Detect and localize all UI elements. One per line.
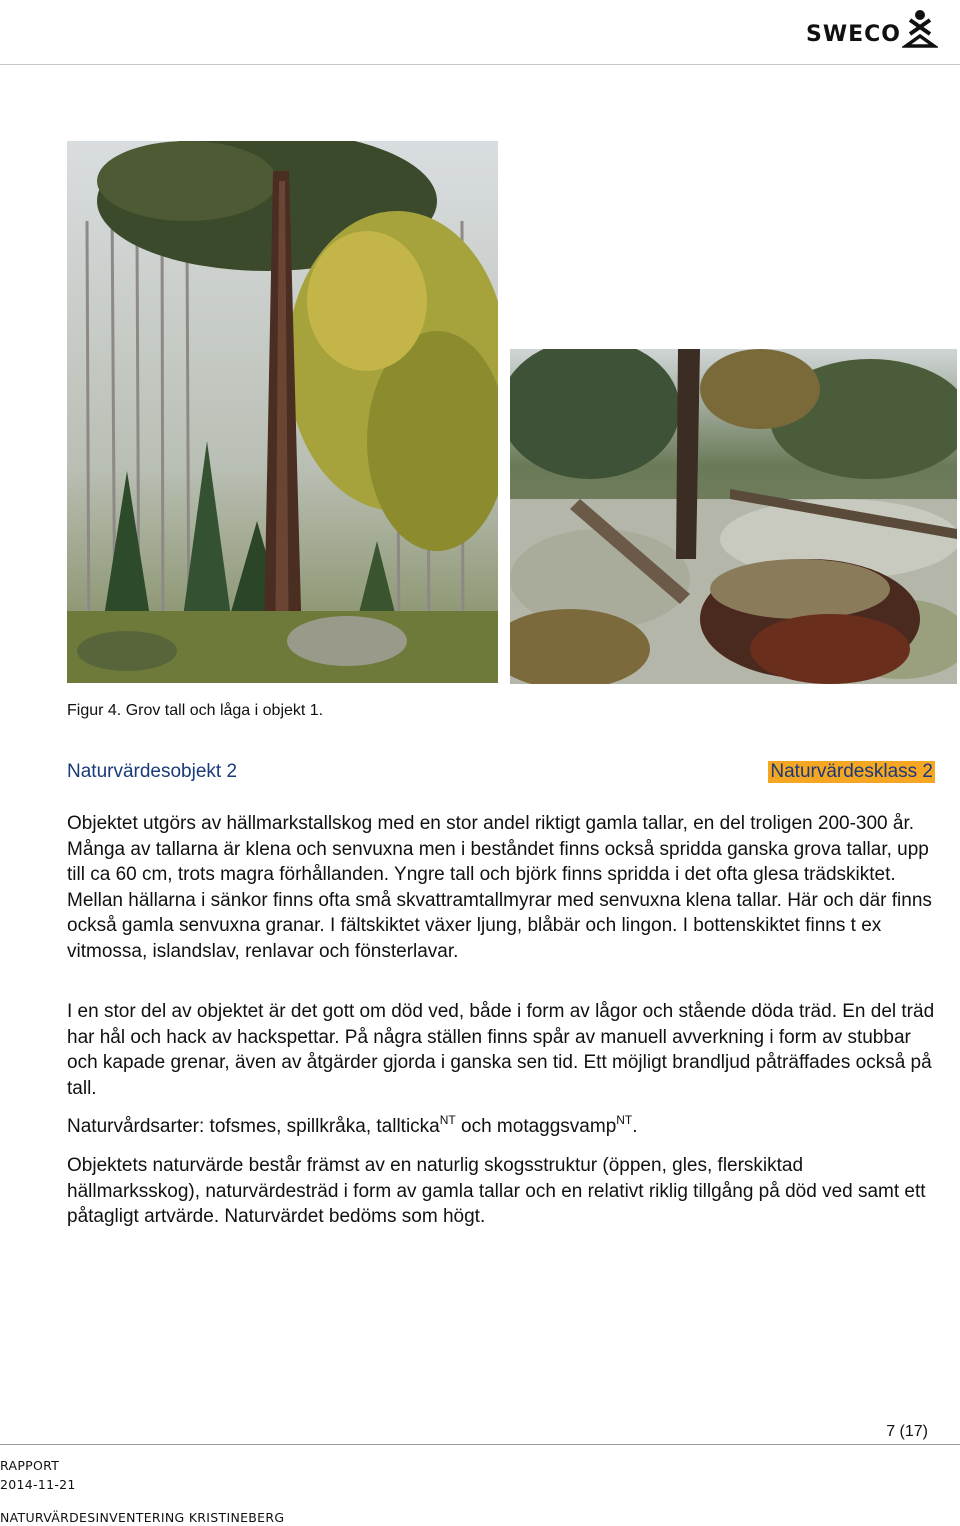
logo-text: SWECO bbox=[806, 22, 901, 47]
species-suffix: . bbox=[632, 1116, 638, 1137]
photo-fallen-log bbox=[510, 349, 957, 684]
figure-caption: Figur 4. Grov tall och låga i objekt 1. bbox=[67, 702, 324, 719]
species-prefix: Naturvårdsarter: tofsmes, spillkråka, tallticka bbox=[67, 1116, 440, 1137]
description-paragraph: Objektet utgörs av hällmarkstallskog med en stor andel riktigt gamla tallar, en del troligen 200-300 år. Många av tallarna är klena och senvuxna men i beståndet finns också spridda ganska grova tallar, upp till ca 60 cm, trots magra förhållanden. Yngre tall och björk finns spridda i det ofta glesa trädskiktet. Mellan hällarna i sänkor finns ofta små skvattramtallmyrar med senvuxna klena tallar. Här och där finns också gamla senvuxna granar. I fältskiktet växer ljung, blåbär och lingon. I bottenskiktet finns t ex vitmossa, islandslav, renlavar och fönsterlavar. bbox=[67, 813, 932, 962]
report-date: 2014-11-21 bbox=[0, 1477, 76, 1492]
sweco-logo bbox=[806, 8, 938, 52]
page-number: 7 (17) bbox=[886, 1423, 928, 1440]
header-rule bbox=[0, 64, 960, 65]
dead-wood-paragraph: I en stor del av objektet är det gott om död ved, både i form av lågor och stående döda träd. En del träd har hål och hack av hackspettar. På några ställen finns spår av manuell avverkning i form av stubbar och kapade grenar, även av åtgärder gjorda i ganska sen tid. Ett möjligt brandljud påträffades också på tall. bbox=[67, 1001, 935, 1099]
red-list-tag: NT bbox=[439, 1113, 456, 1127]
sweco-symbol-icon bbox=[902, 8, 938, 48]
project-name: NATURVÄRDESINVENTERING KRISTINEBERG bbox=[0, 1510, 285, 1525]
photo-pine-forest bbox=[67, 141, 498, 683]
nature-value-class-badge: Naturvärdesklass 2 bbox=[770, 761, 933, 782]
summary-paragraph: Objektets naturvärde består främst av en naturlig skogsstruktur (öppen, gles, flerskiktad hällmarksskog), naturvärdesträd i form av gamla tallar och en relativt riklig tillgång på död ved samt ett påtagligt artvärde. Naturvärdet bedöms som högt. bbox=[67, 1155, 926, 1227]
footer-rule bbox=[0, 1444, 960, 1445]
species-paragraph bbox=[67, 1114, 935, 1140]
species-middle: och motaggsvamp bbox=[455, 1116, 617, 1137]
report-label: RAPPORT bbox=[0, 1458, 60, 1473]
red-list-tag: NT bbox=[616, 1113, 633, 1127]
section-title: Naturvärdesobjekt 2 bbox=[67, 761, 238, 782]
section-header bbox=[67, 761, 935, 785]
